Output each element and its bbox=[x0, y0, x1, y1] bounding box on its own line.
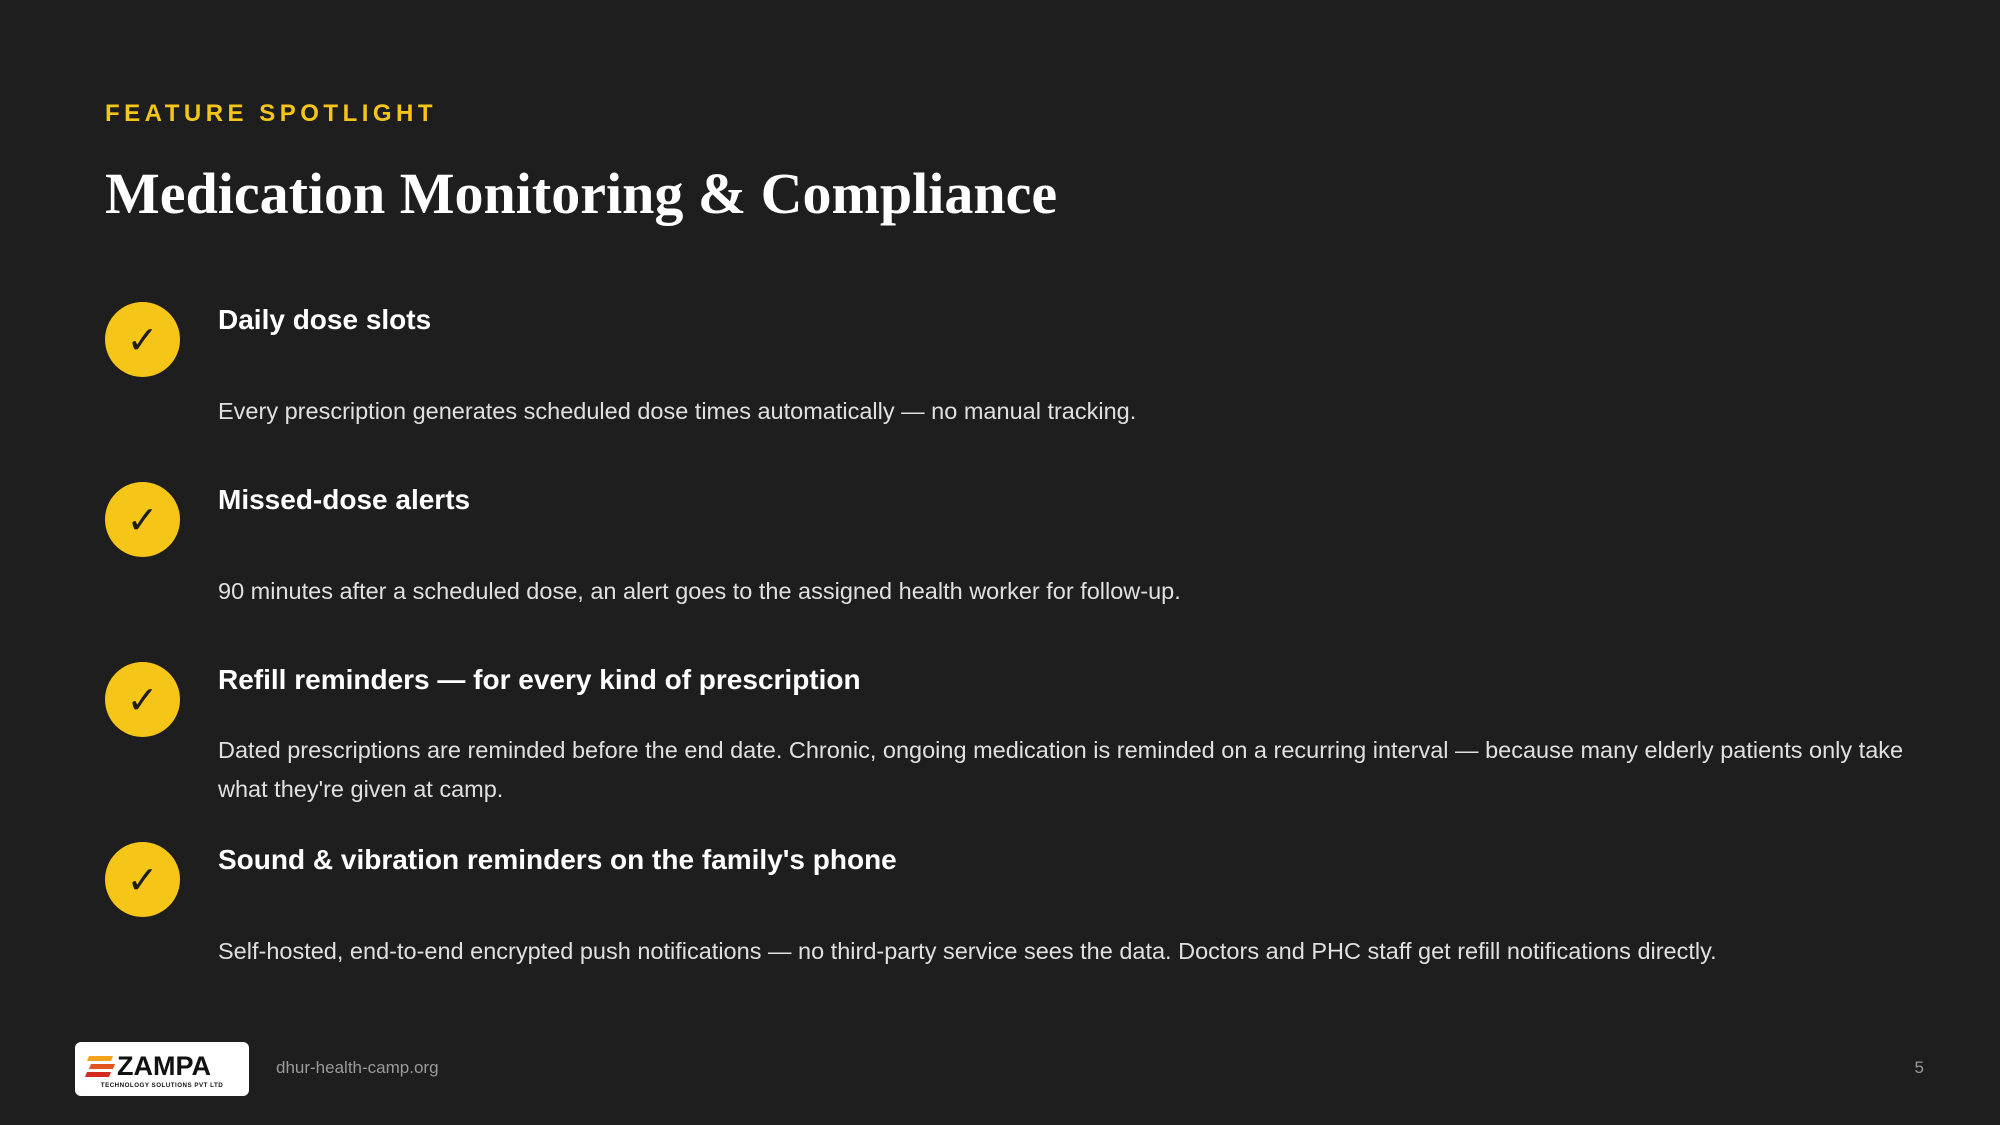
footer-url: dhur-health-camp.org bbox=[276, 1058, 439, 1077]
logo-tagline: TECHNOLOGY SOLUTIONS PVT LTD bbox=[100, 1082, 224, 1089]
feature-description: Dated prescriptions are reminded before the end date. Chronic, ongoing medication is reminded on a recurring interval — because many elderly patients only take what they're given at camp. bbox=[218, 737, 1904, 802]
eyebrow-label: FEATURE SPOTLIGHT bbox=[105, 100, 438, 127]
page-number: 5 bbox=[1914, 1058, 1924, 1077]
checkmark-icon: ✓ bbox=[105, 302, 180, 377]
feature-description: Every prescription generates scheduled dose times automatically — no manual tracking. bbox=[218, 398, 1137, 424]
logo-wordmark: ZAMPA bbox=[117, 1051, 211, 1081]
slide-title: Medication Monitoring & Compliance bbox=[105, 161, 1058, 226]
feature-title: Daily dose slots bbox=[218, 304, 432, 335]
zampa-logo-mark bbox=[75, 1042, 249, 1096]
feature-title: Refill reminders — for every kind of prescription bbox=[218, 664, 861, 695]
feature-description: 90 minutes after a scheduled dose, an alert goes to the assigned health worker for follow-up. bbox=[218, 578, 1181, 604]
checkmark-icon: ✓ bbox=[105, 662, 180, 737]
checkmark-icon: ✓ bbox=[105, 482, 180, 557]
checkmark-icon: ✓ bbox=[105, 842, 180, 917]
feature-title: Sound & vibration reminders on the family's phone bbox=[218, 844, 897, 875]
feature-description: Self-hosted, end-to-end encrypted push notifications — no third-party service sees the data. Doctors and PHC staff get refill notifications directly. bbox=[218, 938, 1717, 964]
feature-title: Missed-dose alerts bbox=[218, 484, 471, 515]
zampa-logo bbox=[75, 1042, 249, 1096]
